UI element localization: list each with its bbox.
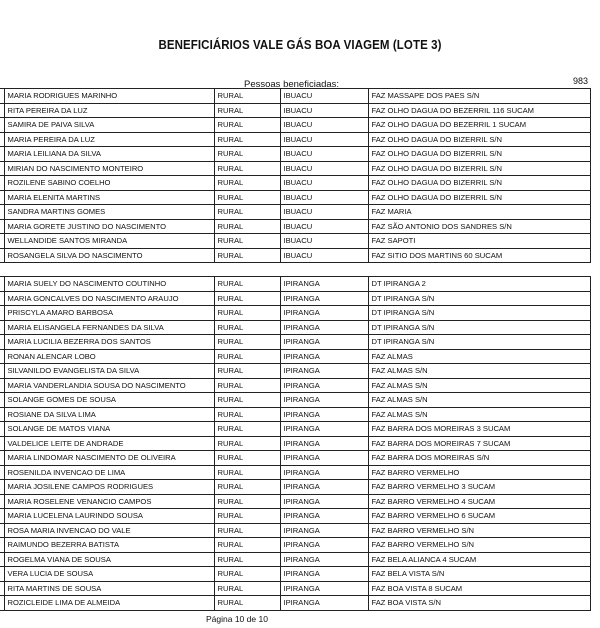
table-row (0, 132, 590, 147)
address-cell: FAZ BARRO VERMELHO S/N (368, 538, 590, 553)
address-cell: FAZ BOA VISTA 8 SUCAM (368, 581, 590, 596)
address-cell: FAZ OLHO DAGUA DO BEZERRIL 1 SUCAM (368, 118, 590, 133)
zone-cell: RURAL (214, 436, 280, 451)
district-cell: IBUACU (280, 147, 368, 162)
zone-cell: RURAL (214, 219, 280, 234)
zone-cell: RURAL (214, 277, 280, 292)
table-row (0, 349, 590, 364)
beneficiary-name: MARIA LINDOMAR NASCIMENTO DE OLIVEIRA (4, 451, 214, 466)
beneficiary-name: ROSA MARIA INVENCAO DO VALE (4, 523, 214, 538)
address-cell: DT IPIRANGA S/N (368, 291, 590, 306)
address-cell: DT IPIRANGA S/N (368, 335, 590, 350)
district-cell: IPIRANGA (280, 523, 368, 538)
district-cell: IPIRANGA (280, 465, 368, 480)
district-cell: IPIRANGA (280, 567, 368, 582)
address-cell: FAZ BOA VISTA S/N (368, 596, 590, 611)
address-cell: DT IPIRANGA S/N (368, 306, 590, 321)
beneficiary-name: SILVANILDO EVANGELISTA DA SILVA (4, 364, 214, 379)
district-cell: IBUACU (280, 248, 368, 263)
district-cell: IBUACU (280, 132, 368, 147)
beneficiary-name: MARIA PEREIRA DA LUZ (4, 132, 214, 147)
district-cell: IPIRANGA (280, 451, 368, 466)
table-row (0, 465, 590, 480)
table-row (0, 103, 590, 118)
beneficiaries-table-ibuacu (0, 88, 590, 263)
address-cell: FAZ SÃO ANTONIO DOS SANDRES S/N (368, 219, 590, 234)
zone-cell: RURAL (214, 451, 280, 466)
beneficiary-name: RONAN ALENCAR LOBO (4, 349, 214, 364)
district-cell: IPIRANGA (280, 291, 368, 306)
address-cell: DT IPIRANGA 2 (368, 277, 590, 292)
district-cell: IPIRANGA (280, 364, 368, 379)
beneficiary-name: MARIA GORETE JUSTINO DO NASCIMENTO (4, 219, 214, 234)
district-cell: IBUACU (280, 205, 368, 220)
address-cell: FAZ SITIO DOS MARTINS 60 SUCAM (368, 248, 590, 263)
beneficiary-name: MIRIAN DO NASCIMENTO MONTEIRO (4, 161, 214, 176)
beneficiary-name: RITA MARTINS DE SOUSA (4, 581, 214, 596)
address-cell: FAZ ALMAS S/N (368, 364, 590, 379)
district-cell: IPIRANGA (280, 436, 368, 451)
zone-cell: RURAL (214, 320, 280, 335)
zone-cell: RURAL (214, 596, 280, 611)
table-row (0, 190, 590, 205)
beneficiary-name: ROSENILDA INVENCAO DE LIMA (4, 465, 214, 480)
beneficiary-name: SANDRA MARTINS GOMES (4, 205, 214, 220)
district-cell: IPIRANGA (280, 349, 368, 364)
district-cell: IPIRANGA (280, 422, 368, 437)
beneficiary-name: VALDELICE LEITE DE ANDRADE (4, 436, 214, 451)
table-row (0, 364, 590, 379)
district-cell: IBUACU (280, 234, 368, 249)
table-row (0, 219, 590, 234)
table-row (0, 436, 590, 451)
district-cell: IPIRANGA (280, 407, 368, 422)
address-cell: FAZ MASSAPE DOS PAES S/N (368, 89, 590, 104)
zone-cell: RURAL (214, 291, 280, 306)
beneficiary-name: ROGELMA VIANA DE SOUSA (4, 552, 214, 567)
document-title: BENEFICIÁRIOS VALE GÁS BOA VIAGEM (LOTE 3) (158, 38, 442, 52)
beneficiaries-label: Pessoas beneficiadas: (244, 79, 340, 90)
table-row (0, 509, 590, 524)
beneficiary-name: MARIA LUCELENA LAURINDO SOUSA (4, 509, 214, 524)
zone-cell: RURAL (214, 552, 280, 567)
table-row (0, 422, 590, 437)
table-row (0, 161, 590, 176)
zone-cell: RURAL (214, 407, 280, 422)
table-row (0, 567, 590, 582)
beneficiary-name: SOLANGE GOMES DE SOUSA (4, 393, 214, 408)
address-cell: FAZ BELA ALIANCA 4 SUCAM (368, 552, 590, 567)
table-row (0, 581, 590, 596)
table-row (0, 451, 590, 466)
beneficiary-name: SAMIRA DE PAIVA SILVA (4, 118, 214, 133)
zone-cell: RURAL (214, 161, 280, 176)
district-cell: IPIRANGA (280, 494, 368, 509)
zone-cell: RURAL (214, 465, 280, 480)
beneficiary-name: MARIA VANDERLANDIA SOUSA DO NASCIMENTO (4, 378, 214, 393)
table-row (0, 596, 590, 611)
table-row (0, 89, 590, 104)
zone-cell: RURAL (214, 335, 280, 350)
table-row (0, 494, 590, 509)
table-row (0, 407, 590, 422)
zone-cell: RURAL (214, 393, 280, 408)
beneficiary-name: MARIA LUCILIA BEZERRA DOS SANTOS (4, 335, 214, 350)
district-cell: IPIRANGA (280, 320, 368, 335)
district-cell: IBUACU (280, 103, 368, 118)
district-cell: IPIRANGA (280, 596, 368, 611)
zone-cell: RURAL (214, 190, 280, 205)
beneficiary-name: PRISCYLA AMARO BARBOSA (4, 306, 214, 321)
beneficiary-name: ROSIANE DA SILVA LIMA (4, 407, 214, 422)
zone-cell: RURAL (214, 494, 280, 509)
zone-cell: RURAL (214, 538, 280, 553)
zone-cell: RURAL (214, 118, 280, 133)
page-number: Página 10 de 10 (206, 614, 268, 624)
beneficiary-name: MARIA JOSILENE CAMPOS RODRIGUES (4, 480, 214, 495)
address-cell: FAZ OLHO DAGUA DO BIZERRIL S/N (368, 132, 590, 147)
table-row (0, 205, 590, 220)
beneficiary-name: ROZILENE SABINO COELHO (4, 176, 214, 191)
beneficiaries-table-ipiranga (0, 276, 590, 611)
beneficiary-name: MARIA RODRIGUES MARINHO (4, 89, 214, 104)
beneficiary-name: MARIA ELISANGELA FERNANDES DA SILVA (4, 320, 214, 335)
zone-cell: RURAL (214, 234, 280, 249)
address-cell: FAZ ALMAS (368, 349, 590, 364)
address-cell: FAZ OLHO DAGUA DO BIZERRIL S/N (368, 147, 590, 162)
zone-cell: RURAL (214, 509, 280, 524)
district-cell: IBUACU (280, 118, 368, 133)
address-cell: FAZ OLHO DAGUA DO BIZERRIL S/N (368, 176, 590, 191)
table-row (0, 552, 590, 567)
district-cell: IPIRANGA (280, 581, 368, 596)
address-cell: FAZ BELA VISTA S/N (368, 567, 590, 582)
district-cell: IPIRANGA (280, 480, 368, 495)
table-row (0, 118, 590, 133)
beneficiary-name: ROZICLEIDE LIMA DE ALMEIDA (4, 596, 214, 611)
table-row (0, 393, 590, 408)
beneficiary-name: VERA LUCIA DE SOUSA (4, 567, 214, 582)
beneficiary-name: RITA PEREIRA DA LUZ (4, 103, 214, 118)
table-row (0, 291, 590, 306)
address-cell: DT IPIRANGA S/N (368, 320, 590, 335)
table-row (0, 335, 590, 350)
table-row (0, 147, 590, 162)
address-cell: FAZ OLHO DAGUA DO BEZERRIL 116 SUCAM (368, 103, 590, 118)
zone-cell: RURAL (214, 205, 280, 220)
zone-cell: RURAL (214, 422, 280, 437)
district-cell: IBUACU (280, 190, 368, 205)
beneficiaries-count: 983 (572, 76, 588, 86)
table-row (0, 306, 590, 321)
district-cell: IPIRANGA (280, 306, 368, 321)
beneficiary-name: ROSANGELA SILVA DO NASCIMENTO (4, 248, 214, 263)
zone-cell: RURAL (214, 364, 280, 379)
address-cell: FAZ BARRO VERMELHO S/N (368, 523, 590, 538)
zone-cell: RURAL (214, 378, 280, 393)
beneficiary-name: MARIA GONCALVES DO NASCIMENTO ARAUJO (4, 291, 214, 306)
table-row (0, 523, 590, 538)
address-cell: FAZ BARRA DOS MOREIRAS S/N (368, 451, 590, 466)
address-cell: FAZ SAPOTI (368, 234, 590, 249)
address-cell: FAZ BARRO VERMELHO 6 SUCAM (368, 509, 590, 524)
district-cell: IPIRANGA (280, 552, 368, 567)
table-row (0, 480, 590, 495)
zone-cell: RURAL (214, 306, 280, 321)
beneficiary-name: MARIA ROSELENE VENANCIO CAMPOS (4, 494, 214, 509)
zone-cell: RURAL (214, 349, 280, 364)
district-cell: IPIRANGA (280, 393, 368, 408)
beneficiary-name: MARIA LEILIANA DA SILVA (4, 147, 214, 162)
district-cell: IPIRANGA (280, 509, 368, 524)
zone-cell: RURAL (214, 523, 280, 538)
table-row (0, 378, 590, 393)
zone-cell: RURAL (214, 132, 280, 147)
address-cell: FAZ OLHO DAGUA DO BIZERRIL S/N (368, 161, 590, 176)
address-cell: FAZ BARRO VERMELHO (368, 465, 590, 480)
zone-cell: RURAL (214, 176, 280, 191)
zone-cell: RURAL (214, 581, 280, 596)
zone-cell: RURAL (214, 480, 280, 495)
address-cell: FAZ OLHO DAGUA DO BIZERRIL S/N (368, 190, 590, 205)
zone-cell: RURAL (214, 89, 280, 104)
district-cell: IBUACU (280, 161, 368, 176)
beneficiary-name: WELLANDIDE SANTOS MIRANDA (4, 234, 214, 249)
beneficiary-name: MARIA SUELY DO NASCIMENTO COUTINHO (4, 277, 214, 292)
table-row (0, 320, 590, 335)
beneficiary-name: MARIA ELENITA MARTINS (4, 190, 214, 205)
address-cell: FAZ BARRA DOS MOREIRAS 3 SUCAM (368, 422, 590, 437)
table-row (0, 176, 590, 191)
district-cell: IBUACU (280, 219, 368, 234)
beneficiary-name: SOLANGE DE MATOS VIANA (4, 422, 214, 437)
district-cell: IBUACU (280, 176, 368, 191)
zone-cell: RURAL (214, 567, 280, 582)
address-cell: FAZ BARRO VERMELHO 3 SUCAM (368, 480, 590, 495)
zone-cell: RURAL (214, 147, 280, 162)
table-row (0, 277, 590, 292)
district-cell: IPIRANGA (280, 335, 368, 350)
district-cell: IPIRANGA (280, 277, 368, 292)
address-cell: FAZ ALMAS S/N (368, 393, 590, 408)
beneficiary-name: RAIMUNDO BEZERRA BATISTA (4, 538, 214, 553)
address-cell: FAZ MARIA (368, 205, 590, 220)
district-cell: IPIRANGA (280, 378, 368, 393)
table-row (0, 234, 590, 249)
address-cell: FAZ ALMAS S/N (368, 378, 590, 393)
zone-cell: RURAL (214, 103, 280, 118)
address-cell: FAZ BARRA DOS MOREIRAS 7 SUCAM (368, 436, 590, 451)
address-cell: FAZ BARRO VERMELHO 4 SUCAM (368, 494, 590, 509)
table-row (0, 248, 590, 263)
address-cell: FAZ ALMAS S/N (368, 407, 590, 422)
district-cell: IPIRANGA (280, 538, 368, 553)
table-row (0, 538, 590, 553)
district-cell: IBUACU (280, 89, 368, 104)
zone-cell: RURAL (214, 248, 280, 263)
